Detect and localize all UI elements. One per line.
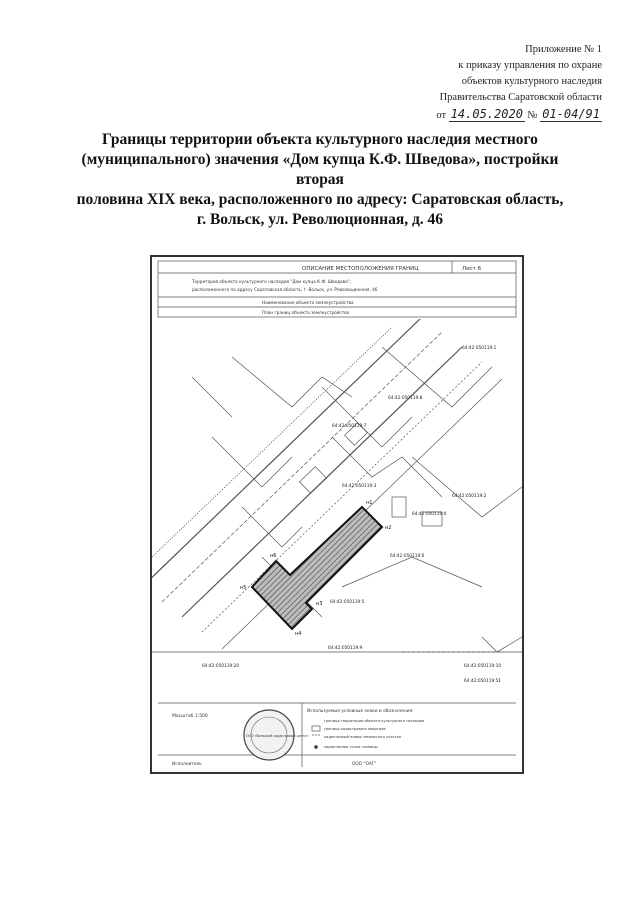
title-line: (муниципального) значения «Дом купца К.Ф. Шведова», постройки вторая xyxy=(81,151,559,188)
cadastral-label: 64:42:050119:6 xyxy=(390,554,425,559)
map-object-line: Территория объекта культурного наследия "Дом купца К.Ф. Шведова", xyxy=(192,279,351,284)
cadastral-label: 64:42:050119:1 xyxy=(462,346,497,351)
boundary-point-label: н2 xyxy=(385,525,392,531)
cadastral-label: 64:42:050119:8 xyxy=(388,396,423,401)
cadastral-label: 64:42:050119:7 xyxy=(332,424,367,429)
heritage-territory-polygon xyxy=(252,507,382,629)
map-section-title: Наименование объекта землеустройства xyxy=(262,300,354,305)
date-value: 14.05.2020 xyxy=(450,107,523,121)
boundary-point-label: н5 xyxy=(240,585,247,591)
boundary-point-label: н1 xyxy=(366,500,373,506)
map-object-line: расположенного по адресу Саратовская область, г. Вольск, ул. Революционная, 46 xyxy=(192,287,378,292)
title-line: г. Вольск, ул. Революционная, д. 46 xyxy=(196,211,444,228)
executor-label: Исполнитель xyxy=(172,762,202,767)
appendix-line: к приказу управления по охране xyxy=(458,60,602,71)
appendix-line: объектов культурного наследия xyxy=(461,76,602,87)
cadastral-label: 64:42:050119:3 xyxy=(342,484,377,489)
legend-item: граница территории объекта культурного наследия xyxy=(324,719,425,723)
cadastral-label: 64:42:050119:9 xyxy=(328,646,363,651)
legend-item: граница кадастрового квартала xyxy=(324,727,386,731)
title-line: Границы территории объекта культурного наследия местного xyxy=(102,131,538,148)
boundary-point-label: н4 xyxy=(295,631,302,637)
stamp-text: ООО «Вольский кадастровый центр» xyxy=(246,734,309,738)
appendix-line: Правительства Саратовской области xyxy=(439,92,602,103)
legend-item: кадастровый номер земельного участка xyxy=(324,735,402,739)
appendix-date-line xyxy=(382,106,602,124)
number-value: 01-04/91 xyxy=(542,107,600,121)
number-prefix: № xyxy=(527,110,538,121)
date-prefix: от xyxy=(436,110,447,121)
cadastral-label: 64:42:050119:20 xyxy=(202,664,240,669)
legend-item: характерная точка границы xyxy=(324,745,378,749)
appendix-line: Приложение № 1 xyxy=(525,44,602,55)
map-section-title: План границ объекта землеустройства xyxy=(262,310,350,315)
boundary-map xyxy=(152,257,522,772)
cadastral-label: 64:42:050119:10 xyxy=(464,664,502,669)
cadastral-label: 64:42:050119:51 xyxy=(464,679,502,684)
title-line: половина XIX века, расположенного по адресу: Саратовская область, xyxy=(76,191,564,208)
cadastral-label: 64:42:050119:2 xyxy=(452,494,487,499)
boundary-map-sheet xyxy=(150,255,524,774)
boundary-point-label: н6 xyxy=(270,553,277,559)
legend-title: Используемые условные знаки и обозначения: xyxy=(307,709,414,714)
cadastral-label: 64:42:050119:4 xyxy=(412,512,447,517)
boundary-point-label: н3 xyxy=(316,601,323,607)
appendix-block xyxy=(382,42,602,124)
map-header-text: ОПИСАНИЕ МЕСТОПОЛОЖЕНИЯ ГРАНИЦ xyxy=(302,266,419,272)
document-title xyxy=(60,130,580,230)
map-sheet-number: Лист 6 xyxy=(462,266,482,272)
company-name: ООО "ОАГ" xyxy=(352,762,377,767)
map-scale: Масштаб 1:500 xyxy=(172,714,208,719)
cadastral-label: 64:42:050119:5 xyxy=(330,600,365,605)
